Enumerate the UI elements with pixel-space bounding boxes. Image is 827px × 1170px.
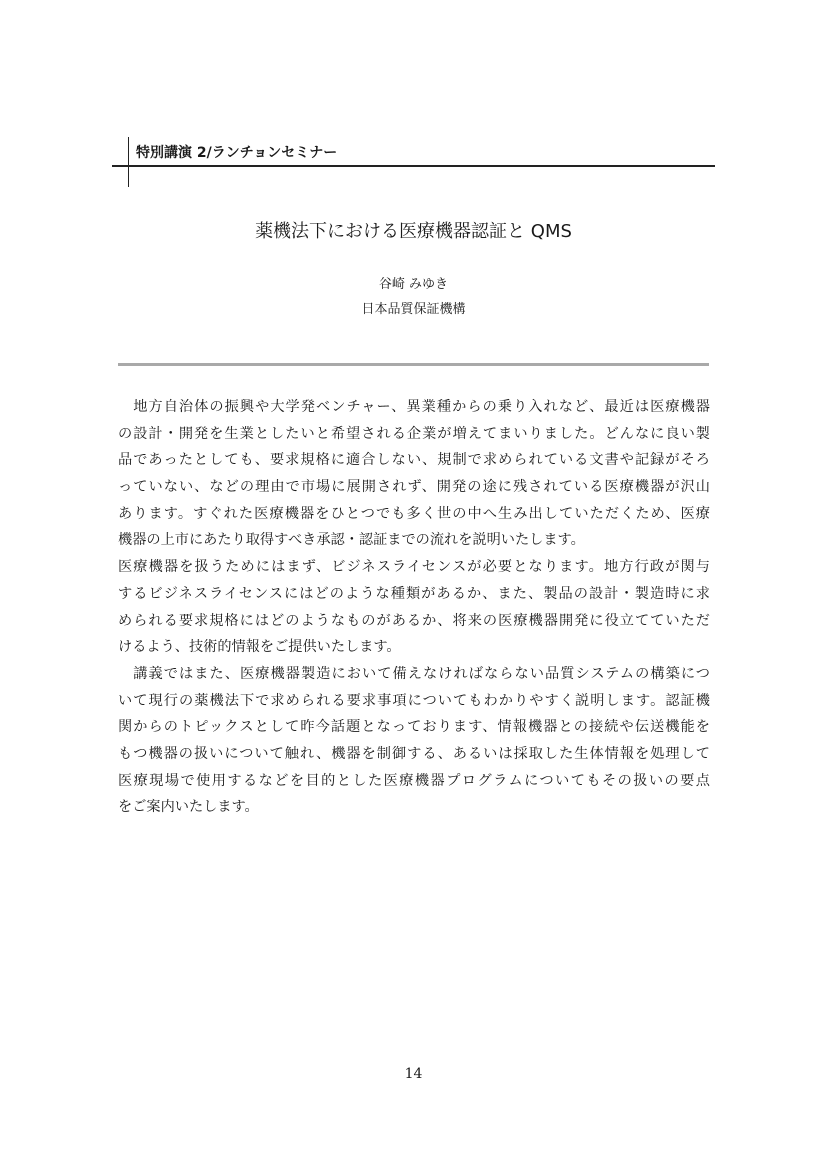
body-line: 品であったとしても、要求規格に適合しない、規制で求められている文書や記録がそろ	[118, 452, 710, 469]
body-line: っていない、などの理由で市場に展開されず、開発の途に残されている医療機器が沢山	[118, 479, 710, 496]
body-line: の設計・開発を生業としたいと希望される企業が増えてまいりました。どんなに良い製	[118, 425, 710, 442]
separator-rule	[118, 363, 709, 366]
abstract-body	[118, 394, 710, 821]
header-vertical-rule	[128, 137, 129, 187]
body-line: 医療現場で使用するなどを目的とした医療機器プログラムについてもその扱いの要点	[118, 772, 710, 789]
body-line: をご案内いたします。	[118, 799, 259, 816]
page-number: 14	[404, 1066, 423, 1082]
section-label: 特別講演 2/ランチョンセミナー	[136, 145, 338, 161]
header-horizontal-rule	[112, 165, 715, 167]
body-line: あります。すぐれた医療機器をひとつでも多く世の中へ生み出していただくため、医療	[118, 505, 710, 522]
body-line: いて現行の薬機法下で求められる要求事項についてもわかりやすく説明します。認証機	[118, 692, 710, 709]
body-line: 地方自治体の振興や大学発ベンチャー、異業種からの乗り入れなど、最近は医療機器	[118, 399, 710, 415]
author-name: 谷崎 みゆき	[378, 277, 449, 292]
body-line: もつ機器の扱いについて触れ、機器を制御する、あるいは採取した生体情報を処理して	[118, 745, 710, 762]
body-line: 関からのトピックスとして昨今話題となっております、情報機器との接続や伝送機能を	[118, 719, 710, 736]
body-line: められる要求規格にはどのようなものがあるか、将来の医療機器開発に役立てていただ	[118, 612, 710, 629]
author-affiliation: 日本品質保証機構	[361, 302, 466, 317]
body-line: 講義ではまた、医療機器製造において備えなければならない品質システムの構築につ	[118, 665, 710, 682]
article-title: 薬機法下における医療機器認証と QMS	[255, 221, 572, 242]
body-line: するビジネスライセンスにはどのような種類があるか、また、製品の設計・製造時に求	[118, 585, 710, 602]
body-line: 医療機器を扱うためにはまず、ビジネスライセンスが必要となります。地方行政が関与	[118, 559, 710, 576]
body-line: 機器の上市にあたり取得すべき承認・認証までの流れを説明いたします。	[118, 532, 585, 549]
body-line: けるよう、技術的情報をご提供いたします。	[118, 639, 401, 656]
